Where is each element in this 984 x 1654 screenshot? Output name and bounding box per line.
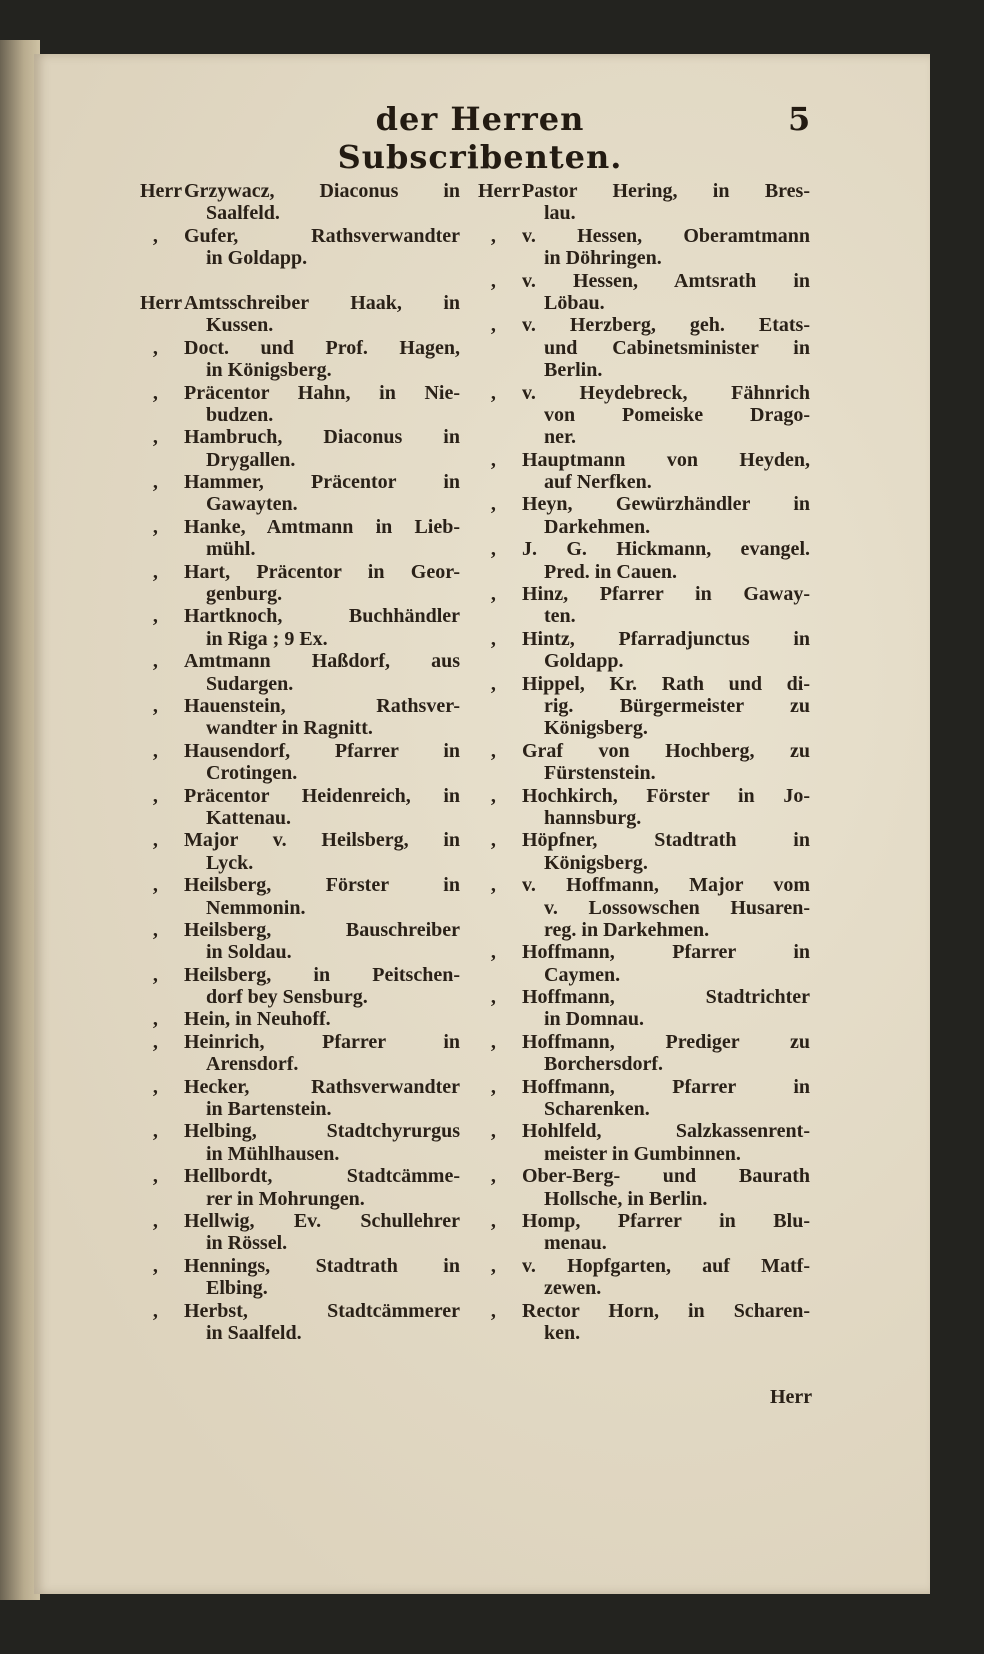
subscriber-entry [140, 337, 460, 382]
ditto-mark: ‚ [152, 1299, 159, 1322]
subscriber-entry [140, 650, 460, 695]
entry-line: genburg. [206, 583, 283, 606]
subscriber-entry [478, 1165, 810, 1210]
subscriber-entry [140, 785, 460, 830]
ditto-mark: ‚ [152, 1075, 159, 1098]
ditto-mark: ‚ [152, 515, 159, 538]
entry-line: Pred. in Cauen. [544, 560, 677, 583]
subscriber-list-right-column [478, 180, 810, 1344]
subscriber-entry [478, 673, 810, 740]
entry-line: ken. [544, 1321, 581, 1344]
entry-line: Hauptmann von Heyden, [522, 448, 810, 471]
entry-line: Heilsberg, in Peitschen- [184, 963, 460, 986]
entry-line: in Saalfeld. [206, 1321, 302, 1344]
entry-line: Kattenau. [206, 806, 291, 829]
subscriber-list-left-column [140, 180, 460, 1344]
entry-line: Arensdorf. [206, 1053, 299, 1076]
entry-line: Hippel, Kr. Rath und di- [522, 672, 810, 695]
entry-line: Hoffmann, Stadtrichter [522, 986, 810, 1009]
entry-line: ten. [544, 605, 576, 628]
ditto-mark: ‚ [490, 493, 497, 516]
entry-line: Sudargen. [206, 672, 294, 695]
subscriber-entry [140, 1165, 460, 1210]
ditto-mark: ‚ [152, 1030, 159, 1053]
entry-line: Hohlfeld, Salzkassenrent- [522, 1120, 810, 1143]
entry-line: J. G. Hickmann, evangel. [522, 538, 810, 561]
entry-line: Löbau. [544, 291, 605, 314]
subscriber-entry [140, 1120, 460, 1165]
entry-line: Heyn, Gewürzhändler in [522, 493, 810, 516]
title-herr: Herr [140, 180, 183, 202]
entry-line: Doct. und Prof. Hagen, [184, 336, 460, 359]
entry-line: Höpfner, Stadtrath in [522, 829, 810, 852]
subscriber-entry [478, 225, 810, 270]
entry-line: Gufer, Rathsverwandter [184, 224, 460, 247]
entry-line: in Mühlhausen. [206, 1142, 340, 1165]
ditto-mark: ‚ [490, 381, 497, 404]
ditto-mark: ‚ [490, 627, 497, 650]
ditto-mark: ‚ [490, 1254, 497, 1277]
ditto-mark: ‚ [152, 1120, 159, 1143]
subscriber-entry [478, 628, 810, 673]
entry-line: Hauenstein, Rathsver- [184, 694, 460, 717]
subscriber-entry [140, 382, 460, 427]
subscriber-entry [478, 829, 810, 874]
entry-line: in Goldapp. [206, 247, 308, 270]
subscriber-entry [478, 1120, 810, 1165]
subscriber-entry [140, 964, 460, 1009]
subscriber-entry [478, 449, 810, 494]
entry-line: Hein, in Neuhoff. [184, 1008, 331, 1031]
entry-line: menau. [544, 1232, 607, 1255]
entry-line: Caymen. [544, 963, 621, 986]
ditto-mark: ‚ [152, 1008, 159, 1031]
entry-line: reg. in Darkehmen. [544, 918, 710, 941]
entry-line: Heilsberg, Bauschreiber [184, 918, 460, 941]
entry-line: Hollsche, in Berlin. [544, 1187, 708, 1210]
ditto-mark: ‚ [490, 583, 497, 606]
entry-line: Rector Horn, in Scharen- [522, 1299, 810, 1322]
ditto-mark: ‚ [152, 784, 159, 807]
ditto-mark: ‚ [152, 224, 159, 247]
entry-line: Präcentor Hahn, in Nie- [184, 381, 460, 404]
entry-line: Hoffmann, Pfarrer in [522, 941, 810, 964]
entry-line: Elbing. [206, 1277, 268, 1300]
subscriber-entry [140, 180, 460, 225]
entry-line: Gawayten. [206, 493, 298, 516]
ditto-mark: ‚ [152, 739, 159, 762]
subscriber-entry [140, 561, 460, 606]
title-herr: Herr [478, 180, 521, 202]
entry-line: rig. Bürgermeister zu [544, 694, 810, 717]
entry-line: dorf bey Sensburg. [206, 986, 368, 1009]
subscriber-entry [140, 1255, 460, 1300]
entry-line: Heilsberg, Förster in [184, 874, 460, 897]
ditto-mark: ‚ [490, 448, 497, 471]
ditto-mark: ‚ [490, 224, 497, 247]
entry-line: Grzywacz, Diaconus in [184, 180, 460, 202]
entry-line: budzen. [206, 403, 274, 426]
entry-line: Hartknoch, Buchhändler [184, 605, 460, 628]
subscriber-entry [140, 426, 460, 471]
subscriber-entry [478, 180, 810, 225]
entry-line: v. Hessen, Oberamtmann [522, 224, 810, 247]
subscriber-entry [140, 695, 460, 740]
entry-line: Crotingen. [206, 762, 298, 785]
ditto-mark: ‚ [490, 941, 497, 964]
entry-line: und Cabinetsminister in [544, 336, 810, 359]
entry-line: Hausendorf, Pfarrer in [184, 739, 460, 762]
entry-line: wandter in Ragnitt. [206, 717, 373, 740]
subscriber-entry [140, 605, 460, 650]
entry-line: v. Heydebreck, Fähnrich [522, 381, 810, 404]
entry-line: Hambruch, Diaconus in [184, 426, 460, 449]
subscriber-entry [140, 1300, 460, 1345]
entry-line: in Soldau. [206, 941, 292, 964]
ditto-mark: ‚ [490, 874, 497, 897]
subscriber-entry [478, 1076, 810, 1121]
subscriber-entry [140, 471, 460, 516]
ditto-mark: ‚ [152, 1209, 159, 1232]
title-herr: Herr [140, 291, 183, 314]
entry-line: ner. [544, 426, 577, 449]
entry-line: Goldapp. [544, 650, 624, 673]
entry-line: Hecker, Rathsverwandter [184, 1075, 460, 1098]
entry-line: Hinz, Pfarrer in Gaway- [522, 583, 810, 606]
subscriber-entry [478, 1031, 810, 1076]
entry-line: v. Hopfgarten, auf Matf- [522, 1254, 810, 1277]
ditto-mark: ‚ [490, 672, 497, 695]
entry-line: rer in Mohrungen. [206, 1187, 365, 1210]
ditto-mark: ‚ [490, 739, 497, 762]
entry-line: Hellwig, Ev. Schullehrer [184, 1209, 460, 1232]
entry-line: Amtmann Haßdorf, aus [184, 650, 460, 673]
ditto-mark: ‚ [490, 986, 497, 1009]
subscriber-entry [478, 941, 810, 986]
entry-line: Hochkirch, Förster in Jo- [522, 784, 810, 807]
entry-line: mühl. [206, 538, 256, 561]
entry-line: in Riga ; 9 Ex. [206, 627, 328, 650]
subscriber-entry [478, 382, 810, 449]
entry-line: Pastor Hering, in Bres- [522, 180, 810, 202]
entry-line: v. Hessen, Amtsrath in [522, 269, 810, 292]
entry-line: Berlin. [544, 359, 603, 382]
entry-line: Königsberg. [544, 851, 648, 874]
entry-line: Helbing, Stadtchyrurgus [184, 1120, 460, 1143]
entry-line: in Domnau. [544, 1008, 645, 1031]
subscriber-entry [478, 986, 810, 1031]
ditto-mark: ‚ [490, 784, 497, 807]
entry-line: auf Nerfken. [544, 471, 652, 494]
subscriber-entry [140, 516, 460, 561]
entry-line: Königsberg. [544, 717, 648, 740]
entry-line: Ober-Berg- und Baurath [522, 1165, 810, 1188]
subscriber-entry [140, 919, 460, 964]
entry-line: Hoffmann, Prediger zu [522, 1030, 810, 1053]
entry-line: Drygallen. [206, 448, 296, 471]
ditto-mark: ‚ [152, 1254, 159, 1277]
ditto-mark: ‚ [490, 829, 497, 852]
entry-line: Saalfeld. [206, 202, 280, 225]
entry-line: Herbst, Stadtcämmerer [184, 1299, 460, 1322]
catchword: Herr [770, 1386, 813, 1408]
ditto-mark: ‚ [490, 1299, 497, 1322]
subscriber-entry [478, 493, 810, 538]
subscriber-entry [478, 874, 810, 941]
page-number: 5 [788, 100, 811, 138]
entry-line: v. Lossowschen Husaren- [544, 896, 810, 919]
entry-line: Major v. Heilsberg, in [184, 829, 460, 852]
ditto-mark: ‚ [490, 269, 497, 292]
entry-line: Hintz, Pfarradjunctus in [522, 627, 810, 650]
subscriber-entry [478, 785, 810, 830]
entry-line: Lyck. [206, 851, 254, 874]
ditto-mark: ‚ [152, 336, 159, 359]
subscriber-entry [140, 874, 460, 919]
ditto-mark: ‚ [152, 471, 159, 494]
entry-line: in Döhringen. [544, 247, 662, 270]
ditto-mark: ‚ [152, 829, 159, 852]
entry-line: Hellbordt, Stadtcämme- [184, 1165, 460, 1188]
subscriber-entry [140, 1031, 460, 1076]
subscriber-entry [140, 1008, 460, 1030]
ditto-mark: ‚ [152, 874, 159, 897]
ditto-mark: ‚ [152, 650, 159, 673]
subscriber-entry [140, 740, 460, 785]
ditto-mark: ‚ [152, 918, 159, 941]
ditto-mark: ‚ [490, 314, 497, 337]
entry-line: in Bartenstein. [206, 1098, 332, 1121]
subscriber-entry [478, 1210, 810, 1255]
entry-line: v. Hoffmann, Major vom [522, 874, 810, 897]
entry-line: Nemmonin. [206, 896, 306, 919]
entry-line: Hammer, Präcentor in [184, 471, 460, 494]
entry-line: v. Herzberg, geh. Etats- [522, 314, 810, 337]
subscriber-entry [478, 583, 810, 628]
ditto-mark: ‚ [490, 1120, 497, 1143]
subscriber-entry [140, 1210, 460, 1255]
entry-line: Kussen. [206, 314, 274, 337]
entry-line: in Rössel. [206, 1232, 288, 1255]
entry-line: Hanke, Amtmann in Lieb- [184, 515, 460, 538]
subscriber-entry [140, 1076, 460, 1121]
subscriber-entry [140, 829, 460, 874]
ditto-mark: ‚ [152, 963, 159, 986]
ditto-mark: ‚ [490, 1030, 497, 1053]
entry-line: Hoffmann, Pfarrer in [522, 1075, 810, 1098]
ditto-mark: ‚ [152, 605, 159, 628]
ditto-mark: ‚ [490, 1209, 497, 1232]
ditto-mark: ‚ [152, 426, 159, 449]
entry-line: Heinrich, Pfarrer in [184, 1030, 460, 1053]
subscriber-entry [478, 1255, 810, 1300]
entry-line: in Königsberg. [206, 359, 332, 382]
subscriber-entry [140, 225, 460, 270]
entry-line: von Pomeiske Drago- [544, 403, 810, 426]
ditto-mark: ‚ [152, 560, 159, 583]
entry-line: Darkehmen. [544, 515, 651, 538]
subscriber-entry [478, 740, 810, 785]
entry-line: Fürstenstein. [544, 762, 656, 785]
running-header: der Herren Subscribenten. [337, 100, 623, 176]
ditto-mark: ‚ [490, 1075, 497, 1098]
entry-line: zewen. [544, 1277, 602, 1300]
entry-line: Homp, Pfarrer in Blu- [522, 1209, 810, 1232]
entry-line: Präcentor Heidenreich, in [184, 784, 460, 807]
subscriber-entry [478, 538, 810, 583]
subscriber-entry [140, 292, 460, 337]
ditto-mark: ‚ [490, 538, 497, 561]
ditto-mark: ‚ [152, 1165, 159, 1188]
entry-line: Amtsschreiber Haak, in [184, 291, 460, 314]
subscriber-entry [478, 1300, 810, 1345]
entry-line: Borchersdorf. [544, 1053, 664, 1076]
entry-line: lau. [544, 202, 576, 225]
ditto-mark: ‚ [490, 1165, 497, 1188]
entry-line: Graf von Hochberg, zu [522, 739, 810, 762]
entry-line: meister in Gumbinnen. [544, 1142, 741, 1165]
entry-line: Hart, Präcentor in Geor- [184, 560, 460, 583]
entry-line: Scharenken. [544, 1098, 650, 1121]
subscriber-entry [478, 314, 810, 381]
entry-line: Hennings, Stadtrath in [184, 1254, 460, 1277]
ditto-mark: ‚ [152, 381, 159, 404]
subscriber-entry [478, 270, 810, 315]
entry-line: hannsburg. [544, 806, 642, 829]
ditto-mark: ‚ [152, 694, 159, 717]
